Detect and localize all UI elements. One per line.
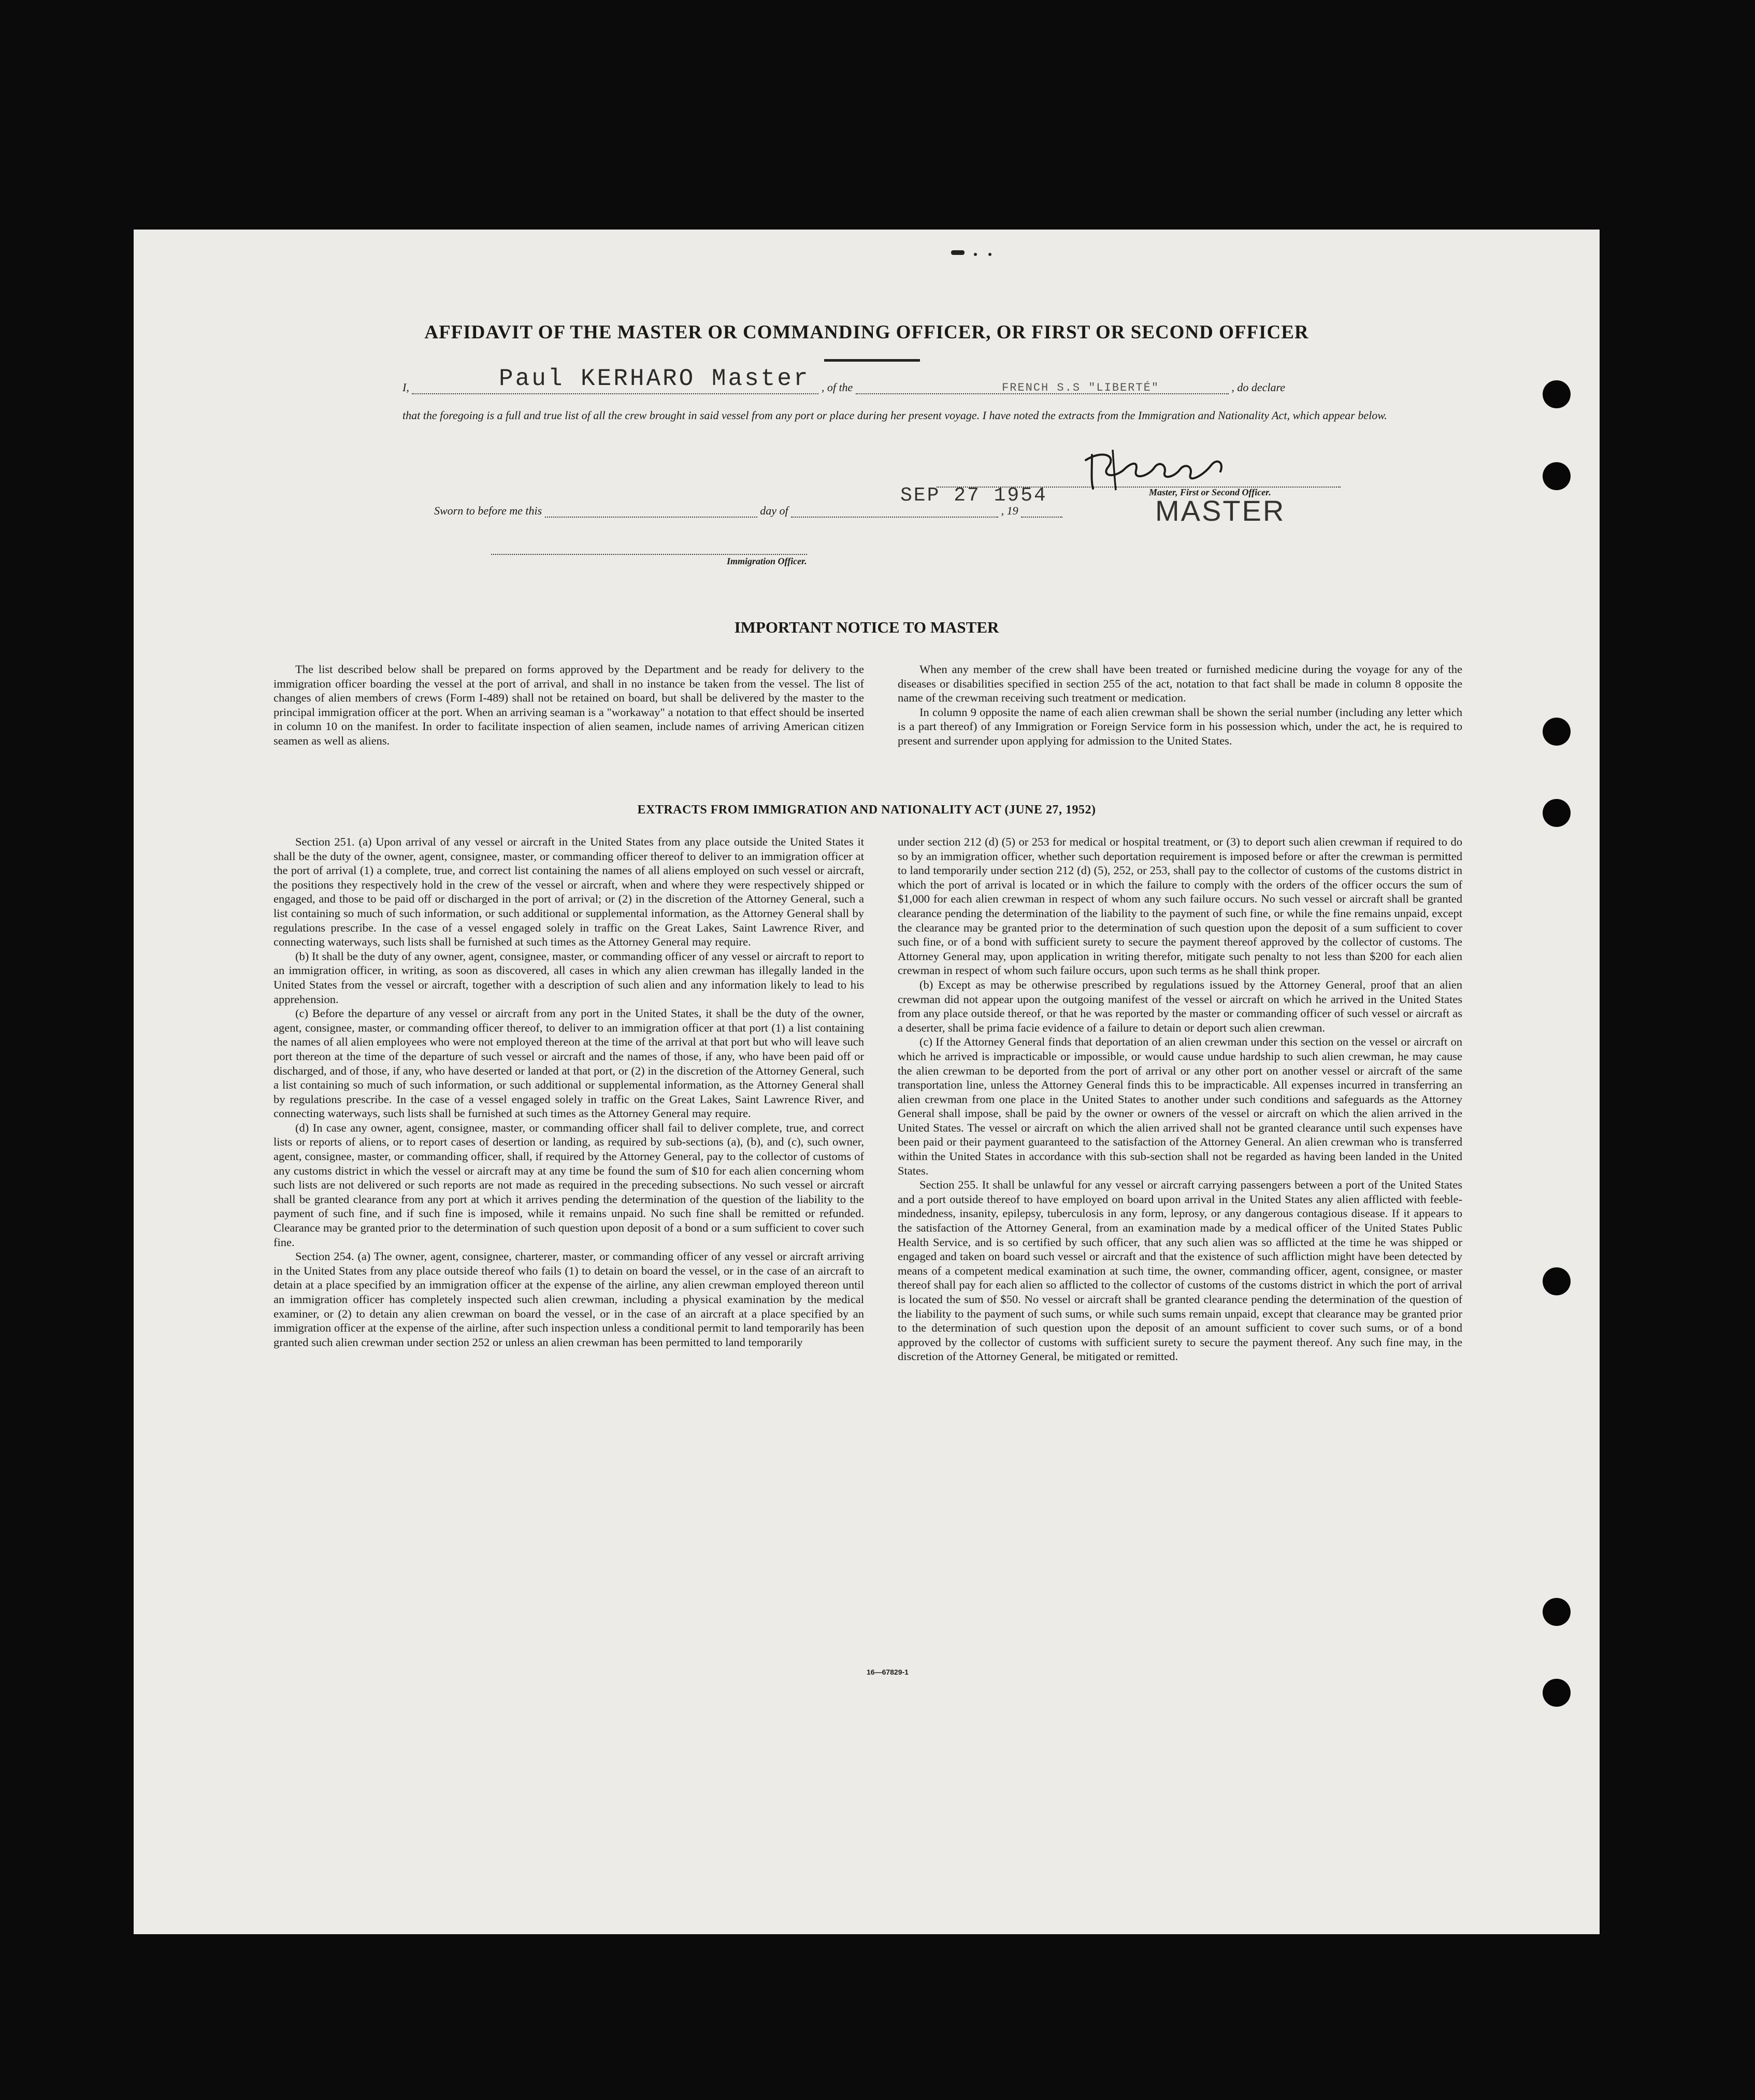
notice-left-column [274, 662, 864, 748]
officer-caption: Master, First or Second Officer. [1149, 487, 1271, 497]
i-label: I, [402, 381, 409, 394]
notice-right-column [898, 662, 1462, 748]
sworn-day-field [545, 503, 757, 518]
punch-hole-icon [1543, 718, 1571, 746]
extract-paragraph: (c) If the Attorney General finds that deportation of an alien crewman under this section on the vessel or aircraft on which he arrived is impracticable or impossible, or would cause undue hardship to such alien crewman, he may cause the alien crewman to be deported from the port of arrival or any other port on another vessel or aircraft of the same transportation line, unless the Attorney General finds this to be impracticable. All expenses incurred in transferring an alien crewman from one place in the United States to another under such conditions and safeguards as the Attorney General shall impose, shall be paid by the owner or owners of the vessel or aircraft on which the alien arrived in the United States. The vessel or aircraft on which the alien arrived shall not be granted clearance until such expenses have been paid or their payment guaranteed to the satisfaction of the Attorney General. An alien crewman who is transferred within the United States in accordance with this sub-section shall not be regarded as having been landed in the United States. [898, 1035, 1462, 1177]
notice-title: IMPORTANT NOTICE TO MASTER [734, 618, 999, 636]
declaration-text: that the foregoing is a full and true list of all the crew brought in said vessel from any port or place during her present voyage. I have noted the extracts from the Immigration and Nationality Act, which appear below. [402, 409, 1387, 422]
immigration-officer-line [491, 540, 807, 555]
sworn-line [434, 503, 1263, 518]
extracts-title: EXTRACTS FROM IMMIGRATION AND NATIONALITY ACT (JUNE 27, 1952) [637, 803, 1096, 817]
of-the-label: , of the [821, 381, 853, 394]
do-declare-label: , do declare [1231, 381, 1285, 394]
extract-paragraph: (b) Except as may be otherwise prescribed by regulations issued by the Attorney General, proof that an alien crewman did not appear upon the outgoing manifest of the vessel or aircraft on which he arrived in the United States from any place outside thereof, or that he was reported by the master or commanding officer of such vessel or aircraft as a deserter, shall be prima facie evidence of a failure to detain or deport such alien crewman. [898, 978, 1462, 1034]
form-number: 16—67829-1 [867, 1668, 909, 1676]
extract-paragraph: (c) Before the departure of any vessel or aircraft from any port in the United States, it shall be the duty of the owner, agent, consignee, master, or commanding officer thereof, to deliver to an immigration officer at that port (1) a list containing the names of all alien employees who were not employed thereon at the time of the arrival at that port but who will leave such port thereon at the time of the departure of such vessel or aircraft and the names of those, if any, who have been paid off or discharged, and of those, if any, who have deserted or landed at that port, or (2) in the discretion of the Attorney General, such a list containing so much of such information, or such additional or supplemental information, as the Attorney General shall by regulations prescribe. In the case of a vessel engaged solely in traffic on the Great Lakes, Saint Lawrence River, and connecting waterways, such lists shall be furnished at such times as the Attorney General may require. [274, 1007, 864, 1120]
master-stamp: MASTER [1155, 494, 1286, 527]
extract-paragraph: under section 212 (d) (5) or 253 for medical or hospital treatment, or (3) to deport such alien crewman if required to do so by an immigration officer, whether such deportation requirement is imposed before or after the crewman is permitted to land temporarily under section 212 (d) (5), 252, or 253, shall pay to the collector of customs of the customs district in which the port of arrival is located or in which the failure to comply with the orders of the officer occurs the sum of $1,000 for each alien crewman in respect of whom any such failure occurs. No such vessel or aircraft shall be granted clearance pending the determination of the liability to the payment of such fine, or while the fine remains unpaid, except the clearance may be granted prior to the determination of such question upon the deposit of a sum sufficient to cover such fine, or of a bond with sufficient surety to secure the payment thereof approved by the collector of customs. The Attorney General may, upon application in writing therefor, mitigate such penalty to not less than $200 for each alien crewman in respect of whom such failure occurs, upon such terms as he shall think proper. [898, 835, 1462, 977]
title-rule [824, 359, 920, 362]
extract-paragraph: Section 251. (a) Upon arrival of any vessel or aircraft in the United States from any place outside the United States it shall be the duty of the owner, agent, consignee, master, or commanding officer thereof to deliver to an immigration officer at the port of arrival (1) a complete, true, and correct list containing the names of all aliens employed on such vessel or aircraft, the positions they respectively hold in the crew of the vessel or aircraft, when and where they were respectively shipped or engaged, and those to be paid off or discharged in the port of arrival; or (2) in the discretion of the Attorney General, such a list containing so much of such information, or such additional or supplemental information, as the Attorney General shall by regulations prescribe. In the case of a vessel engaged solely in traffic on the Great Lakes, Saint Lawrence River, and connecting waterways, such lists shall be furnished at such times as the Attorney General may require. [274, 835, 864, 949]
extract-paragraph: (d) In case any owner, agent, consignee, master, or commanding officer shall fail to deliver complete, true, and correct lists or reports of aliens, or to report cases of desertion or landing, as required by sub-sections (a), (b), and (c), such owner, agent, consignee, master, or commanding officer, shall, if required by the Attorney General, pay to the collector of customs of any customs district in which the vessel or aircraft may at any time be found the sum of $10 for each alien concerning whom such lists are not delivered or such reports are not made as required in the preceding subsections. No such vessel or aircraft shall be granted clearance from any port at which it arrives pending the determination of the question of the liability to the payment of such fine, and if such fine is imposed, while it remains unpaid. No such fine shall be remitted or refunded. Clearance may be granted prior to the determination of such question upon deposit of a bond or a sum sufficient to cover such fine. [274, 1121, 864, 1249]
punch-hole-icon [1543, 1598, 1571, 1626]
extract-paragraph: Section 254. (a) The owner, agent, consignee, charterer, master, or commanding officer of any vessel or aircraft arriving in the United States from any place outside thereof who fails (1) to detain on board the vessel, or in the case of an aircraft to detain at a place specified by an immigration officer at the expense of the airline, any alien crewman employed thereon until an immigration officer has completely inspected such alien crewman, including a physical examination by the medical examiner, or (2) to detain any alien crewman on board the vessel, or in the case of an aircraft at a place specified by an immigration officer at the expense of the airline, after such inspection unless a conditional permit to land temporarily has been granted such alien crewman under section 252 or unless an alien crewman has been permitted to land temporarily [274, 1250, 864, 1349]
day-of-label: day of [760, 504, 788, 517]
punch-hole-icon [1543, 462, 1571, 490]
master-name-typed: Paul KERHARO Master [499, 365, 810, 392]
sworn-label: Sworn to before me this [434, 504, 542, 517]
affidavit-title: AFFIDAVIT OF THE MASTER OR COMMANDING OFFICER, OR FIRST OR SECOND OFFICER [424, 322, 1309, 343]
document-page [134, 230, 1600, 1934]
notice-paragraph: The list described below shall be prepared on forms approved by the Department and be ready for delivery to the immigration officer boarding the vessel at the port of arrival, and shall in no instance be taken from the vessel. The list of changes of alien members of crews (Form I-489) shall not be retained on board, but shall be delivered by the master to the principal immigration officer at the port. When an arriving seaman is a "workaway" a notation to that effect should be inserted in column 10 on the manifest. In order to facilitate inspection of alien seamen, include names of arriving American citizen seamen as well as aliens. [274, 663, 864, 747]
smudge-mark [951, 250, 965, 255]
extract-paragraph: Section 255. It shall be unlawful for any vessel or aircraft carrying passengers between a port of the United States and a port outside thereof to have employed on board upon arrival in the United States any alien afflicted with feeble-mindedness, insanity, epilepsy, tuberculosis in any form, leprosy, or any dangerous contagious disease. If it appears to the satisfaction of the Attorney General, from an examination made by a medical officer of the United States Public Health Service, and is so certified by such officer, that any such alien was so afflicted at the time he was shipped or engaged and taken on board such vessel or aircraft and that the existence of such affliction might have been detected by means of a competent medical examination at such time, the owner, commanding officer, agent, consignee, or master thereof shall pay for each alien so afflicted to the collector of customs of the customs district in which the port of arrival is located the sum of $50. No vessel or aircraft shall be granted clearance pending the determination of the question of the liability to the payment of such sums, or while such sums remain unpaid, except that clearance may be granted prior to the determination of such question upon the deposit of an amount sufficient to cover such sums, or of a bond approved by the collector of customs with sufficient surety to secure the payment thereof. Any such fine may, in the discretion of the Attorney General, be mitigated or remitted. [898, 1178, 1462, 1363]
extracts-right-column [898, 835, 1462, 1364]
punch-hole-icon [1543, 380, 1571, 408]
extracts-left-column [274, 835, 864, 1349]
punch-hole-icon [1543, 1267, 1571, 1295]
smudge-mark [974, 253, 977, 256]
year-label: , 19 [1001, 504, 1018, 517]
date-stamp: SEP 27 1954 [900, 484, 1047, 507]
notice-paragraph: In column 9 opposite the name of each alien crewman shall be shown the serial number (including any letter which is a part thereof) of any Immigration or Foreign Service form in his possession which, under the act, he is required to present and surrender upon applying for admission to the United States. [898, 705, 1462, 747]
punch-hole-icon [1543, 799, 1571, 827]
vessel-name-typed: FRENCH S.S "LIBERTÉ" [1002, 381, 1160, 394]
immigration-officer-caption: Immigration Officer. [727, 556, 807, 566]
smudge-mark [988, 253, 991, 256]
punch-hole-icon [1543, 1679, 1571, 1707]
extract-paragraph: (b) It shall be the duty of any owner, agent, consignee, master, or commanding officer of any vessel or aircraft to report to an immigration officer, in writing, as soon as discovered, all cases in which any alien crewman has illegally landed in the United States from the vessel or aircraft, together with a description of such alien and any information likely to lead to his apprehension. [274, 949, 864, 1006]
notice-paragraph: When any member of the crew shall have been treated or furnished medicine during the voyage for any of the diseases or disabilities specified in section 255 of the act, notation to that fact shall be made in column 8 opposite the name of the crewman receiving such treatment or medication. [898, 663, 1462, 705]
